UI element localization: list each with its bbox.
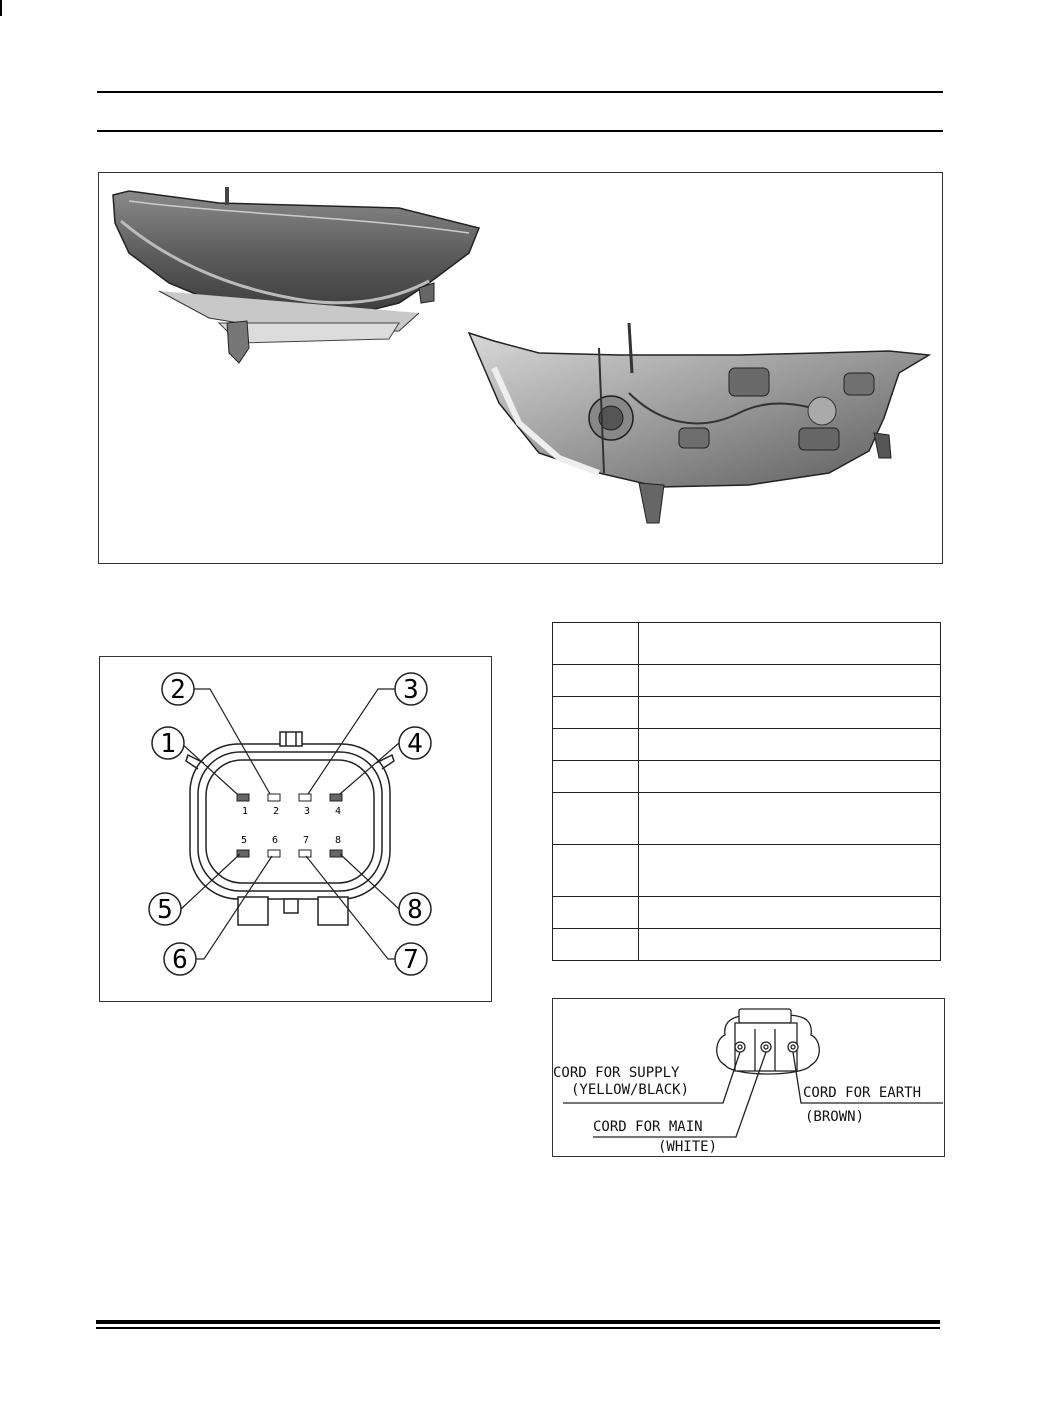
function-cell: [639, 929, 941, 961]
connector-pin-1: [237, 794, 249, 801]
table-row: [553, 897, 941, 929]
connector-pin-6: [268, 850, 280, 857]
main-cord-label: CORD FOR MAIN: [593, 1119, 703, 1135]
pin-cell: [553, 897, 639, 929]
bulb-socket-diagram: [553, 999, 946, 1158]
corner-mark: [0, 0, 2, 16]
main-cord-color: (WHITE): [658, 1139, 718, 1155]
function-cell: [639, 845, 941, 897]
table-row: [553, 845, 941, 897]
earth-cord-label: CORD FOR EARTH: [803, 1085, 922, 1101]
connector-housing: [186, 732, 394, 925]
connector-pin-3: [299, 794, 311, 801]
connector-pin-5: [237, 850, 249, 857]
header-rule-bottom: [97, 130, 943, 132]
supply-cord-color: (YELLOW/BLACK): [571, 1082, 690, 1098]
pin-cell: [553, 761, 639, 793]
callout-number-6: 6: [172, 945, 188, 975]
pin-number-label: 2: [272, 806, 280, 817]
table-row: [553, 665, 941, 697]
callout-number-1: 1: [160, 729, 176, 759]
footer-rule-thin: [96, 1327, 940, 1329]
callout-number-2: 2: [170, 675, 186, 705]
function-cell: [639, 793, 941, 845]
pin-number-label: 7: [302, 835, 310, 846]
connector-pin-8: [330, 850, 342, 857]
connector-pin-2: [268, 794, 280, 801]
table-row: [553, 929, 941, 961]
pin-number-label: 5: [240, 835, 248, 846]
connector-pin-4: [330, 794, 342, 801]
headlamp-front-view: [113, 187, 479, 363]
headlamp-rear-view: [469, 323, 929, 523]
pin-cell: [553, 623, 639, 665]
pin-function-table: [552, 622, 941, 961]
table-row: [553, 793, 941, 845]
header-rule-top: [97, 91, 943, 93]
function-cell: [639, 665, 941, 697]
callout-number-5: 5: [157, 895, 173, 925]
bulb-socket-frame: [552, 998, 945, 1157]
pin-number-label: 8: [334, 835, 342, 846]
function-cell: [639, 897, 941, 929]
callout-number-3: 3: [403, 675, 419, 705]
callout-leader-1: [181, 743, 237, 794]
pin-cell: [553, 845, 639, 897]
callout-leader-3: [308, 689, 395, 794]
table-row: [553, 697, 941, 729]
pin-cell: [553, 929, 639, 961]
pin-cell: [553, 793, 639, 845]
table-header-row: [553, 623, 941, 665]
callout-number-4: 4: [407, 729, 423, 759]
table-row: [553, 761, 941, 793]
connector-pinout-frame: [99, 656, 492, 1002]
callout-number-8: 8: [407, 895, 423, 925]
pin-number-label: 6: [271, 835, 279, 846]
earth-cord-color: (BROWN): [805, 1109, 865, 1125]
pin-cell: [553, 697, 639, 729]
pin-cell: [553, 729, 639, 761]
pin-number-label: 1: [241, 806, 249, 817]
pin-number-label: 4: [334, 806, 342, 817]
table-row: [553, 729, 941, 761]
pin-cell: [553, 665, 639, 697]
headlamp-illustration-frame: [98, 172, 943, 564]
function-cell: [639, 697, 941, 729]
pin-number-label: 3: [303, 806, 311, 817]
supply-cord-label: CORD FOR SUPPLY: [553, 1065, 680, 1081]
headlamp-illustration: [99, 173, 944, 565]
connector-pinout-diagram: [100, 657, 493, 1003]
function-cell: [639, 623, 941, 665]
function-cell: [639, 761, 941, 793]
callout-number-7: 7: [403, 945, 419, 975]
footer-rule-thick: [96, 1320, 940, 1324]
function-cell: [639, 729, 941, 761]
callout-leader-2: [194, 689, 270, 794]
connector-pin-7: [299, 850, 311, 857]
